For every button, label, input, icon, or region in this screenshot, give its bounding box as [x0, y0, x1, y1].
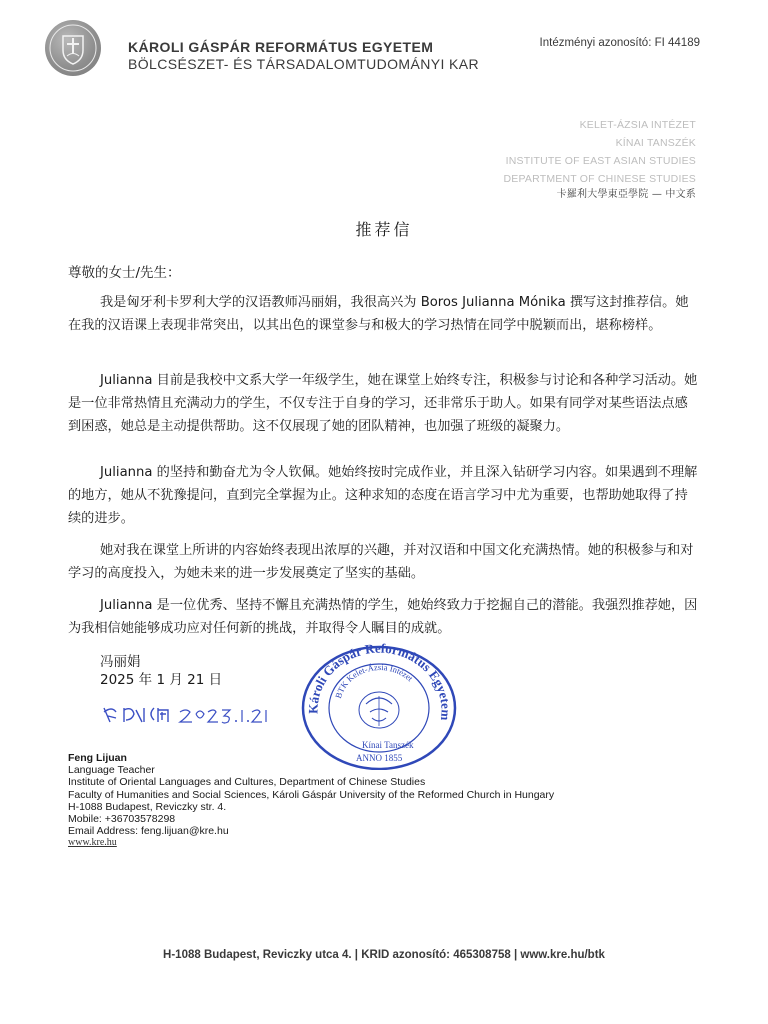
- contact-role: Language Teacher: [68, 764, 155, 777]
- stamp-bottom-text: Kínai Tanszék: [362, 740, 414, 750]
- official-stamp: [296, 640, 461, 770]
- stamp-outer-text: Károli Gáspár Református Egyetem: [305, 640, 454, 721]
- contact-website-link[interactable]: www.kre.hu: [68, 837, 117, 849]
- paragraph: Julianna 的坚持和勤奋尤为令人钦佩。她始终按时完成作业，并且深入钻研学习内容。如果遇到不理解的地方，她从不犹豫提问，直到完全掌握为止。这种求知的态度在语言学习中尤为重要，也帮助她取得了持续的进步。: [68, 465, 698, 526]
- dept-line-en-institute: INSTITUTE OF EAST ASIAN STUDIES: [505, 155, 696, 167]
- contact-email: Email Address: feng.lijuan@kre.hu: [68, 825, 229, 838]
- dept-line-en-department: DEPARTMENT OF CHINESE STUDIES: [503, 173, 696, 185]
- letter-title: 推荐信: [355, 220, 413, 239]
- svg-text:BTK Kelet-Ázsia Intézet: [333, 662, 416, 700]
- stamp-year-text: ANNO 1855: [356, 753, 403, 763]
- contact-mobile: Mobile: +36703578298: [68, 813, 176, 826]
- paragraph: 她对我在课堂上所讲的内容始终表现出浓厚的兴趣，并对汉语和中国文化充满热情。她的积极参与和对学习的高度投入，为她未来的进一步发展奠定了坚实的基础。: [68, 543, 694, 581]
- stamp-inner-text: BTK Kelet-Ázsia Intézet: [333, 661, 416, 700]
- contact-institute: Institute of Oriental Languages and Cultures, Department of Chinese Studies: [68, 776, 426, 789]
- handwritten-signature: [100, 700, 280, 734]
- stamp-emblem-icon: [359, 692, 399, 728]
- page-footer: H-1088 Budapest, Reviczky utca 4. | KRID azonosító: 465308758 | www.kre.hu/btk: [163, 949, 605, 961]
- faculty-name: BÖLCSÉSZET- ÉS TÁRSADALOMTUDOMÁNYI KAR: [128, 56, 480, 72]
- department-block: [504, 116, 697, 202]
- crest-icon: [45, 20, 101, 76]
- university-name: KÁROLI GÁSPÁR REFORMÁTUS EGYETEM: [128, 39, 434, 55]
- dept-line-cn: 卡羅利大學東亞學院 — 中文系: [556, 189, 696, 200]
- paragraph: 我是匈牙利卡罗利大学的汉语教师冯丽娟，我很高兴为 Boros Julianna Mónika 撰写这封推荐信。她在我的汉语课上表现非常突出，以其出色的课堂参与和极大的学习热情在同学中脱颖而出，堪称榜样。: [68, 295, 689, 333]
- contact-name: Feng Lijuan: [68, 752, 127, 764]
- paragraph: Julianna 是一位优秀、坚持不懈且充满热情的学生，她始终致力于挖掘自己的潜能。我强烈推荐她，因为我相信她能够成功应对任何新的挑战，并取得令人瞩目的成就。: [68, 598, 698, 636]
- paragraph: Julianna 目前是我校中文系大学一年级学生，她在课堂上始终专注，积极参与讨论和各种学习活动。她是一位非常热情且充满动力的学生，不仅专注于自身的学习，还非常乐于助人。如果有同学对某些语法点感到困惑，她总是主动提供帮助。这不仅展现了她的团队精神，也加强了班级的凝聚力。: [68, 373, 698, 434]
- contact-block: [68, 752, 554, 850]
- dept-line-hu-institute: KELET-ÁZSIA INTÉZET: [579, 119, 696, 131]
- contact-faculty: Faculty of Humanities and Social Sciences, Károli Gáspár University of the Reformed Church in Hungary: [68, 788, 555, 801]
- salutation: 尊敬的女士/先生：: [68, 265, 181, 281]
- contact-address: H-1088 Budapest, Reviczky str. 4.: [68, 800, 227, 813]
- university-logo: [45, 20, 101, 76]
- letter-date: 2025 年 1 月 21 日: [100, 672, 223, 688]
- institution-id: Intézményi azonosító: FI 44189: [539, 37, 700, 49]
- signer-name: 冯丽娟: [100, 654, 141, 670]
- dept-line-hu-department: KÍNAI TANSZÉK: [615, 137, 696, 149]
